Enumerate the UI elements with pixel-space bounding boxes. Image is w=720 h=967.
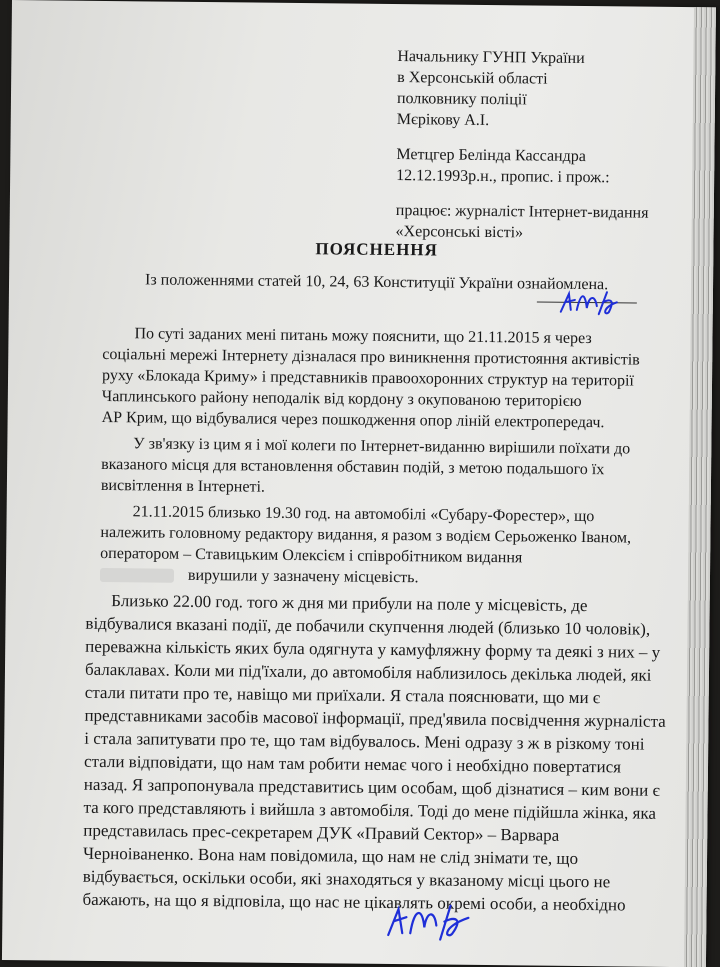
paragraph-line: висвітлення в Інтернеті. — [100, 476, 266, 496]
paragraph-line: Черноіваненко. Вона нам повідомила, що нам не слід знімати те, що — [82, 843, 579, 868]
author-line: 12.12.1993р.н., пропис. і прож.: — [396, 167, 610, 187]
document-page — [2, 0, 716, 967]
paragraph-line: Близько 22.00 год. того ж дня ми прибули на поле у місцевість, де — [85, 590, 588, 616]
paragraph-line: стали відповідати, що нам там робити немає чого і необхідно повертатися — [83, 751, 622, 777]
author-line: Метцгер Белінда Кассандра — [396, 146, 586, 166]
paragraph-line: належить головному редактору видання, я разом з водієм Серьоженко Іваном, — [100, 523, 632, 547]
addressee-line: в Херсонській області — [397, 69, 548, 88]
document-title: ПОЯСНЕННЯ — [315, 239, 438, 260]
paragraph-circumstances — [102, 323, 641, 434]
paragraph-decision — [101, 433, 630, 502]
paragraph-line: відбувається, оскільки особи, які знаходяться у вказаному місці цього не — [82, 866, 611, 892]
paragraph-line: У зв'язку із цим я і мої колеги по Інтернет-виданню вирішили поїхати до — [101, 434, 631, 458]
paragraph-line: руху «Блокада Криму» і представників правоохоронних структур на території — [101, 366, 634, 390]
paragraph-line: АР Крим, що відбувалися через пошкодження опор ліній електропередач. — [101, 408, 605, 432]
paragraph-line: балаклавах. Коли ми під'їхали, до автомобіля наблизилось декілька людей, які — [84, 659, 652, 685]
paragraph-line: соціальні мережі Інтернету дізналася про виникнення протистояння активістів — [102, 345, 640, 369]
page-stack-edge — [684, 7, 716, 967]
paragraph-line: відбувалися вказані події, де побачили скупчення людей (близько 10 чоловік), — [85, 613, 651, 639]
work-line: «Херсонські вісті» — [395, 223, 524, 242]
addressee-line: Мєрікову А.І. — [396, 111, 490, 130]
addressee-line: Начальнику ГУНП України — [397, 48, 585, 68]
addressee-block — [395, 46, 650, 245]
paragraph-line: та кого представляють і вийшла з автомобіля. Тоді до мене підійшла жінка, яка — [83, 797, 657, 823]
signature-mark — [557, 288, 619, 319]
paragraph-departure — [100, 501, 632, 591]
paragraph-line: стали питати про те, навіщо ми приїхали. Я стала пояснювати, що ми є — [84, 682, 601, 708]
paragraph-line: По суті заданих мені питань можу пояснити, що 21.11.2015 я через — [102, 324, 592, 348]
work-line: працює: журналіст Інтернет-видання — [395, 202, 649, 222]
paragraph-line: Чаплинського району неподалік від кордону з окупованою територією — [101, 387, 582, 410]
paragraph-line: і стала запитувати про те, що там відбувалось. Мені одразу з ж в різкому тоні — [84, 728, 645, 754]
paragraph-line: 21.11.2015 близько 19.30 год. на автомобілі «Субару-Форестер», що — [100, 502, 595, 526]
paragraph-line: назад. Я запропонувала представитись цим особам, щоб дізнатися – ким вони є — [83, 774, 660, 800]
redacted-name — [100, 568, 174, 583]
paragraph-line: переважна кількість яких була одягнута у камуфляжну форму та деякі з них – у — [85, 636, 661, 662]
paragraph-line-text: вирушили у зазначену місцевість. — [187, 566, 419, 587]
bottom-signature — [382, 899, 472, 945]
paragraph-line: представниками засобів масової інформації, пред'явила посвідчення журналіста — [84, 705, 666, 731]
paragraph-line — [100, 564, 631, 591]
paragraph-events — [82, 589, 667, 917]
paragraph-line: представилась прес-секретарем ДУК «Правий Сектор» – Варвара — [83, 820, 560, 845]
paragraph-line: оператором – Ставицьким Олексієм і співробітником видання — [100, 544, 523, 567]
paragraph-line: бажають, на що я відповіла, що нас не цікавлять окремі особи, а необхідно — [82, 889, 626, 915]
paragraph-line: вказаного місця для встановлення обставин подій, з метою подальшого їх — [101, 455, 605, 479]
addressee-line: полковнику поліції — [396, 90, 527, 109]
acknowledgement-line: Із положеннями статей 10, 24, 63 Конституції України ознайомлена. — [144, 271, 609, 294]
